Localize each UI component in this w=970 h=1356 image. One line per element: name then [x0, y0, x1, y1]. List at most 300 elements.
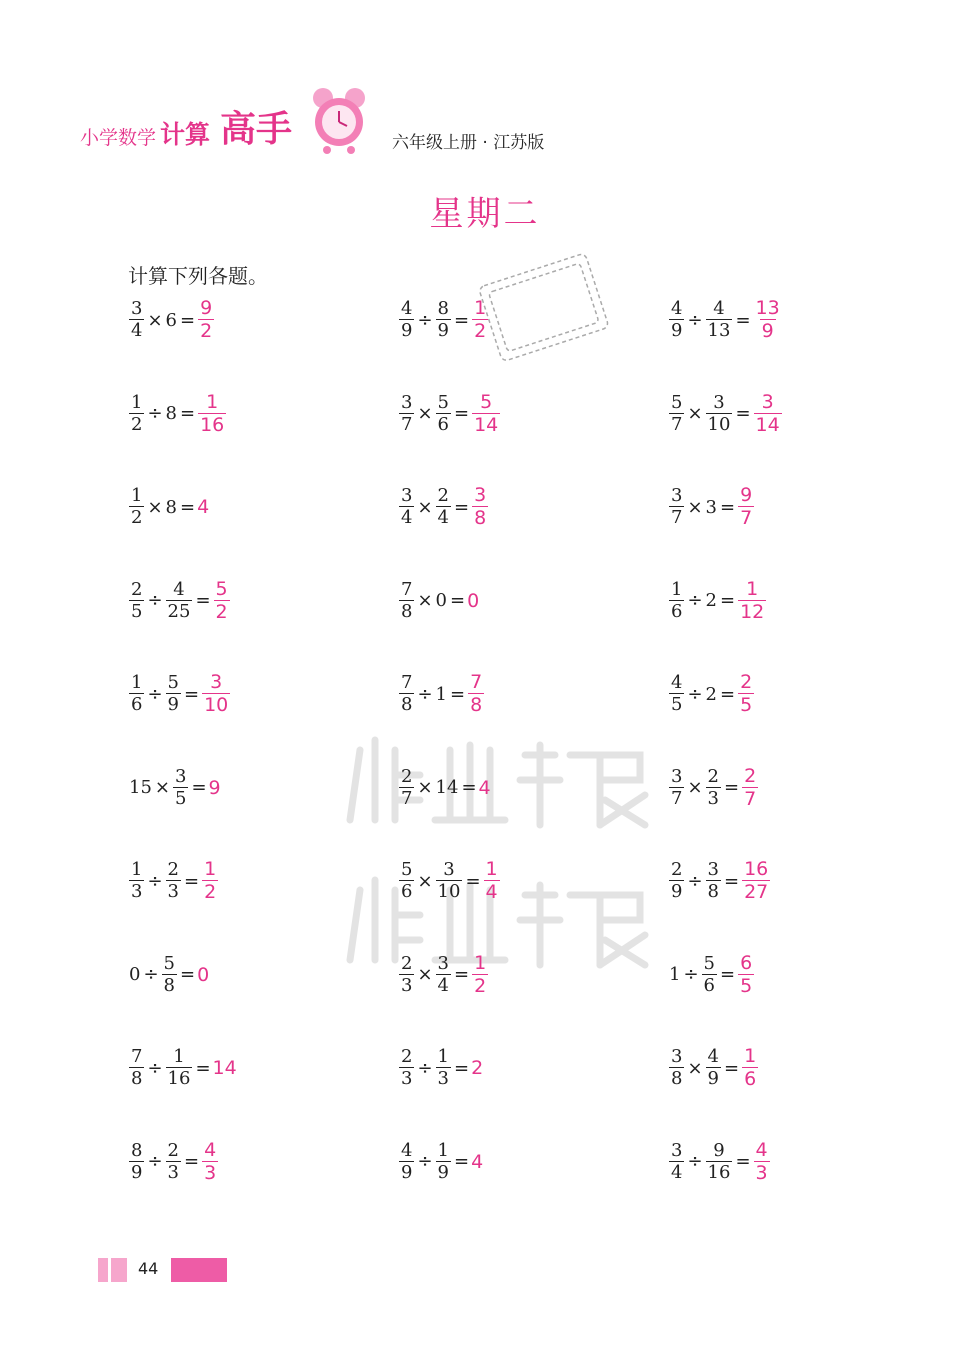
numerator: 5 — [401, 859, 413, 880]
denominator: 14 — [755, 413, 780, 436]
numerator: 6 — [740, 951, 753, 974]
denominator: 7 — [740, 507, 753, 529]
stamp-icon — [470, 238, 620, 378]
answer-fraction — [472, 486, 488, 528]
fraction — [706, 391, 733, 435]
math-problem — [668, 573, 767, 629]
denominator: 6 — [401, 881, 413, 902]
numerator: 2 — [707, 765, 719, 787]
math-problem — [398, 573, 479, 629]
denominator: 6 — [671, 600, 683, 622]
numerator: 3 — [175, 765, 187, 787]
fraction — [166, 578, 193, 622]
operator: × — [687, 1057, 703, 1079]
fraction — [399, 1139, 414, 1183]
numerator: 2 — [437, 485, 449, 506]
operator: ÷ — [147, 683, 163, 705]
operator: × — [417, 496, 433, 518]
footer-bar-left — [98, 1258, 108, 1282]
fraction — [166, 674, 181, 714]
integer: 14 — [435, 777, 459, 798]
denominator: 16 — [707, 1161, 731, 1183]
denominator: 14 — [474, 413, 499, 436]
answer-fraction — [472, 390, 500, 436]
answer-fraction — [214, 577, 230, 623]
equals-sign: = — [720, 964, 736, 985]
operator: ÷ — [147, 1057, 163, 1079]
fraction — [436, 300, 451, 340]
fraction — [669, 578, 684, 622]
numerator: 4 — [671, 298, 683, 319]
fraction — [436, 861, 463, 901]
numerator: 3 — [401, 391, 413, 413]
math-problem — [128, 292, 215, 348]
numerator: 2 — [167, 1139, 179, 1161]
numerator: 1 — [671, 578, 683, 600]
denominator: 8 — [470, 694, 483, 716]
integer: 2 — [705, 590, 717, 611]
denominator: 8 — [131, 1068, 143, 1089]
math-problem — [128, 947, 209, 1003]
numerator: 4 — [204, 1138, 217, 1161]
operator: ÷ — [417, 1057, 433, 1079]
denominator: 6 — [131, 694, 143, 715]
numerator: 7 — [401, 672, 413, 693]
fraction — [669, 487, 684, 527]
numerator: 2 — [167, 859, 179, 880]
fraction — [129, 861, 144, 901]
fraction — [706, 861, 721, 901]
fraction — [706, 1139, 733, 1183]
numerator: 3 — [671, 485, 683, 506]
answer-value: 4 — [478, 776, 491, 799]
fraction — [399, 861, 414, 901]
operator: ÷ — [687, 590, 703, 611]
fraction — [399, 578, 414, 622]
denominator: 6 — [703, 974, 715, 996]
equals-sign: = — [720, 683, 736, 705]
operator: × — [147, 309, 163, 331]
integer: 0 — [129, 964, 141, 985]
operator: × — [687, 496, 703, 518]
fraction — [166, 861, 181, 901]
answer-value: 4 — [197, 496, 210, 518]
denominator: 4 — [437, 974, 449, 996]
operator: ÷ — [147, 403, 163, 424]
operator: ÷ — [143, 964, 159, 985]
numerator: 3 — [671, 1046, 683, 1067]
numerator: 1 — [474, 297, 487, 319]
numerator: 1 — [746, 577, 759, 600]
fraction — [399, 300, 414, 340]
fraction — [706, 765, 721, 809]
operator: × — [417, 870, 433, 892]
denominator: 7 — [744, 787, 757, 810]
numerator: 3 — [210, 671, 223, 693]
denominator: 9 — [131, 1161, 143, 1183]
answer-value: 0 — [467, 589, 480, 612]
denominator: 5 — [671, 694, 683, 715]
operator: ÷ — [417, 1151, 433, 1172]
numerator: 2 — [740, 671, 753, 693]
operator: ÷ — [147, 870, 163, 892]
denominator: 5 — [175, 787, 187, 809]
denominator: 9 — [167, 694, 179, 715]
alarm-clock-mascot-icon — [307, 86, 371, 154]
numerator: 16 — [744, 858, 769, 880]
numerator: 4 — [713, 298, 725, 319]
denominator: 10 — [437, 881, 461, 902]
operator: ÷ — [417, 683, 433, 705]
fraction — [129, 300, 144, 340]
denominator: 27 — [744, 881, 769, 903]
answer-fraction — [484, 860, 500, 902]
math-problem — [128, 1040, 237, 1096]
denominator: 3 — [401, 974, 413, 996]
denominator: 8 — [474, 507, 487, 529]
denominator: 16 — [167, 1068, 191, 1089]
fraction — [399, 487, 414, 527]
answer-value: 4 — [471, 1150, 484, 1173]
fraction — [702, 952, 717, 996]
answer-fraction — [738, 673, 754, 715]
numerator: 8 — [437, 298, 449, 319]
fraction — [669, 1139, 684, 1183]
numerator: 1 — [206, 390, 219, 413]
numerator: 5 — [703, 952, 715, 974]
denominator: 2 — [215, 600, 228, 623]
numerator: 2 — [401, 765, 413, 787]
numerator: 2 — [131, 578, 143, 600]
fraction — [399, 1048, 414, 1088]
fraction — [436, 487, 451, 527]
denominator: 8 — [707, 881, 719, 902]
denominator: 9 — [671, 320, 683, 341]
fraction — [173, 765, 188, 809]
operator: ÷ — [683, 964, 699, 985]
operator: × — [687, 403, 703, 424]
answer-fraction — [754, 390, 782, 436]
fraction — [669, 861, 684, 901]
numerator: 1 — [173, 1046, 185, 1067]
equals-sign: = — [454, 1057, 470, 1079]
denominator: 4 — [401, 507, 413, 528]
equals-sign: = — [195, 1057, 211, 1079]
fraction — [129, 487, 144, 527]
page-number: 44 — [138, 1259, 159, 1278]
answer-value: 9 — [208, 776, 221, 799]
numerator: 2 — [401, 1046, 413, 1067]
math-problem — [128, 760, 221, 816]
denominator: 4 — [437, 507, 449, 528]
numerator: 3 — [671, 765, 683, 787]
denominator: 3 — [437, 1068, 449, 1089]
operator: ÷ — [147, 1151, 163, 1172]
answer-fraction — [738, 486, 754, 528]
fraction — [162, 952, 177, 996]
math-problem — [668, 666, 755, 722]
answer-fraction — [472, 299, 488, 341]
fraction — [129, 578, 144, 622]
fraction — [669, 674, 684, 714]
answer-fraction — [742, 764, 758, 810]
numerator: 4 — [401, 1139, 413, 1161]
math-problem — [398, 479, 489, 535]
integer: 8 — [165, 403, 177, 424]
math-problem — [398, 1134, 483, 1190]
footer-bar-right — [171, 1258, 227, 1282]
numerator: 9 — [200, 297, 213, 319]
numerator: 3 — [713, 391, 725, 413]
denominator: 2 — [131, 413, 143, 435]
equals-sign: = — [184, 683, 200, 705]
denominator: 9 — [437, 1161, 449, 1183]
numerator: 1 — [744, 1045, 757, 1067]
numerator: 1 — [437, 1139, 449, 1161]
numerator: 2 — [401, 952, 413, 974]
fraction — [436, 952, 451, 996]
numerator: 3 — [401, 485, 413, 506]
equals-sign: = — [450, 590, 466, 611]
equals-sign: = — [735, 309, 751, 331]
denominator: 3 — [401, 1068, 413, 1089]
math-problem — [398, 666, 485, 722]
fraction — [669, 1048, 684, 1088]
answer-value: 2 — [471, 1057, 484, 1079]
denominator: 2 — [131, 507, 143, 528]
fraction — [399, 674, 414, 714]
equals-sign: = — [720, 590, 736, 611]
numerator: 5 — [437, 391, 449, 413]
math-problem — [668, 292, 783, 348]
equals-sign: = — [195, 590, 211, 611]
answer-fraction — [738, 577, 766, 623]
integer: 0 — [435, 590, 447, 611]
denominator: 3 — [131, 881, 143, 902]
numerator: 7 — [131, 1046, 143, 1067]
numerator: 5 — [215, 577, 228, 600]
denominator: 4 — [671, 1161, 683, 1183]
denominator: 5 — [131, 600, 143, 622]
answer-fraction — [202, 673, 230, 715]
operator: × — [154, 777, 170, 798]
fraction — [399, 952, 414, 996]
page-title: 星期二 — [429, 194, 541, 234]
math-problem — [668, 947, 755, 1003]
equals-sign: = — [454, 964, 470, 985]
denominator: 8 — [163, 974, 175, 996]
denominator: 3 — [167, 881, 179, 902]
denominator: 2 — [474, 974, 487, 997]
math-problem — [128, 666, 231, 722]
numerator: 5 — [671, 391, 683, 413]
denominator: 8 — [401, 600, 413, 622]
answer-fraction — [202, 1138, 218, 1184]
operator: × — [417, 403, 433, 424]
answer-fraction — [742, 1047, 758, 1089]
math-problem — [668, 760, 759, 816]
answer-fraction — [198, 390, 226, 436]
denominator: 10 — [707, 413, 731, 435]
denominator: 3 — [755, 1161, 768, 1184]
denominator: 3 — [204, 1161, 217, 1184]
numerator: 1 — [131, 485, 143, 506]
integer: 1 — [669, 964, 681, 985]
fraction — [129, 391, 144, 435]
equals-sign: = — [720, 496, 736, 518]
denominator: 8 — [671, 1068, 683, 1089]
denominator: 10 — [204, 694, 229, 716]
equals-sign: = — [180, 964, 196, 985]
denominator: 4 — [131, 320, 143, 341]
numerator: 4 — [755, 1138, 768, 1161]
numerator: 3 — [707, 859, 719, 880]
math-problem — [398, 947, 489, 1003]
denominator: 12 — [740, 600, 765, 623]
denominator: 6 — [437, 413, 449, 435]
numerator: 3 — [474, 484, 487, 506]
fraction — [399, 391, 414, 435]
numerator: 3 — [443, 859, 455, 880]
denominator: 4 — [485, 881, 498, 903]
equals-sign: = — [461, 777, 477, 798]
denominator: 7 — [671, 413, 683, 435]
denominator: 2 — [204, 881, 217, 903]
answer-fraction — [754, 299, 782, 341]
operator: × — [687, 777, 703, 798]
operator: ÷ — [687, 870, 703, 892]
numerator: 9 — [713, 1139, 725, 1161]
brand-small-text: 小学数学 — [80, 127, 157, 149]
denominator: 7 — [671, 507, 683, 528]
numerator: 1 — [437, 1046, 449, 1067]
numerator: 2 — [744, 764, 757, 787]
numerator: 3 — [131, 298, 143, 319]
math-problem — [398, 760, 491, 816]
math-problem — [668, 1134, 771, 1190]
fraction — [166, 1139, 181, 1183]
fraction — [129, 1048, 144, 1088]
numerator: 4 — [401, 298, 413, 319]
denominator: 8 — [401, 694, 413, 715]
numerator: 2 — [671, 859, 683, 880]
math-problem — [398, 292, 489, 348]
numerator: 1 — [131, 672, 143, 693]
answer-fraction — [738, 951, 754, 997]
watermark-icon — [340, 720, 670, 1000]
equals-sign: = — [180, 309, 196, 331]
denominator: 16 — [200, 413, 225, 436]
equals-sign: = — [724, 870, 740, 892]
equals-sign: = — [735, 1151, 751, 1172]
equals-sign: = — [184, 1151, 200, 1172]
math-problem — [128, 1134, 219, 1190]
numerator: 4 — [173, 578, 185, 600]
fraction — [669, 300, 684, 340]
integer: 1 — [435, 683, 447, 705]
integer: 8 — [165, 496, 177, 518]
math-problem — [128, 853, 219, 909]
answer-value: 0 — [197, 963, 210, 986]
numerator: 13 — [755, 297, 780, 319]
operator: ÷ — [687, 309, 703, 331]
footer-bar-left-2 — [111, 1258, 127, 1282]
integer: 2 — [705, 683, 717, 705]
denominator: 9 — [437, 320, 449, 341]
answer-fraction — [472, 951, 488, 997]
fraction — [129, 1139, 144, 1183]
math-problem — [398, 386, 501, 442]
numerator: 9 — [740, 484, 753, 506]
math-problem — [668, 386, 783, 442]
denominator: 2 — [474, 320, 487, 342]
instruction-text: 计算下列各题。 — [128, 264, 268, 288]
denominator: 7 — [671, 787, 683, 809]
denominator: 9 — [707, 1068, 719, 1089]
numerator: 4 — [671, 672, 683, 693]
operator: ÷ — [417, 309, 433, 331]
numerator: 3 — [761, 390, 774, 413]
denominator: 7 — [401, 413, 413, 435]
answer-fraction — [754, 1138, 770, 1184]
math-problem — [668, 479, 755, 535]
answer-fraction — [742, 860, 770, 902]
denominator: 25 — [167, 600, 191, 622]
equals-sign: = — [454, 1151, 470, 1172]
denominator: 5 — [740, 974, 753, 997]
operator: ÷ — [147, 590, 163, 611]
math-problem — [398, 853, 501, 909]
denominator: 5 — [740, 694, 753, 716]
answer-fraction — [202, 860, 218, 902]
math-problem — [398, 1040, 483, 1096]
equals-sign: = — [184, 870, 200, 892]
equals-sign: = — [724, 777, 740, 798]
denominator: 6 — [744, 1068, 757, 1090]
integer: 15 — [129, 777, 152, 798]
denominator: 9 — [401, 1161, 413, 1183]
numerator: 3 — [437, 952, 449, 974]
brand-mid-text: 计算 — [160, 120, 211, 149]
denominator: 9 — [671, 881, 683, 902]
brand-logo — [80, 104, 300, 154]
denominator: 3 — [707, 787, 719, 809]
numerator: 1 — [131, 391, 143, 413]
operator: ÷ — [687, 1151, 703, 1172]
operator: × — [417, 964, 433, 985]
numerator: 1 — [485, 858, 498, 880]
equals-sign: = — [454, 309, 470, 331]
edition-label: 六年级上册 · 江苏版 — [392, 133, 545, 153]
answer-value: 14 — [212, 1057, 237, 1079]
math-problem — [668, 1040, 759, 1096]
numerator: 7 — [401, 578, 413, 600]
fraction — [706, 300, 733, 340]
equals-sign: = — [735, 403, 751, 424]
math-problem — [128, 479, 209, 535]
denominator: 9 — [401, 320, 413, 341]
numerator: 3 — [671, 1139, 683, 1161]
numerator: 4 — [707, 1046, 719, 1067]
fraction — [706, 1048, 721, 1088]
denominator: 7 — [401, 787, 413, 809]
fraction — [436, 1048, 451, 1088]
math-problem — [128, 573, 231, 629]
equals-sign: = — [180, 403, 196, 424]
operator: ÷ — [687, 683, 703, 705]
numerator: 1 — [474, 951, 487, 974]
math-problem — [668, 853, 771, 909]
